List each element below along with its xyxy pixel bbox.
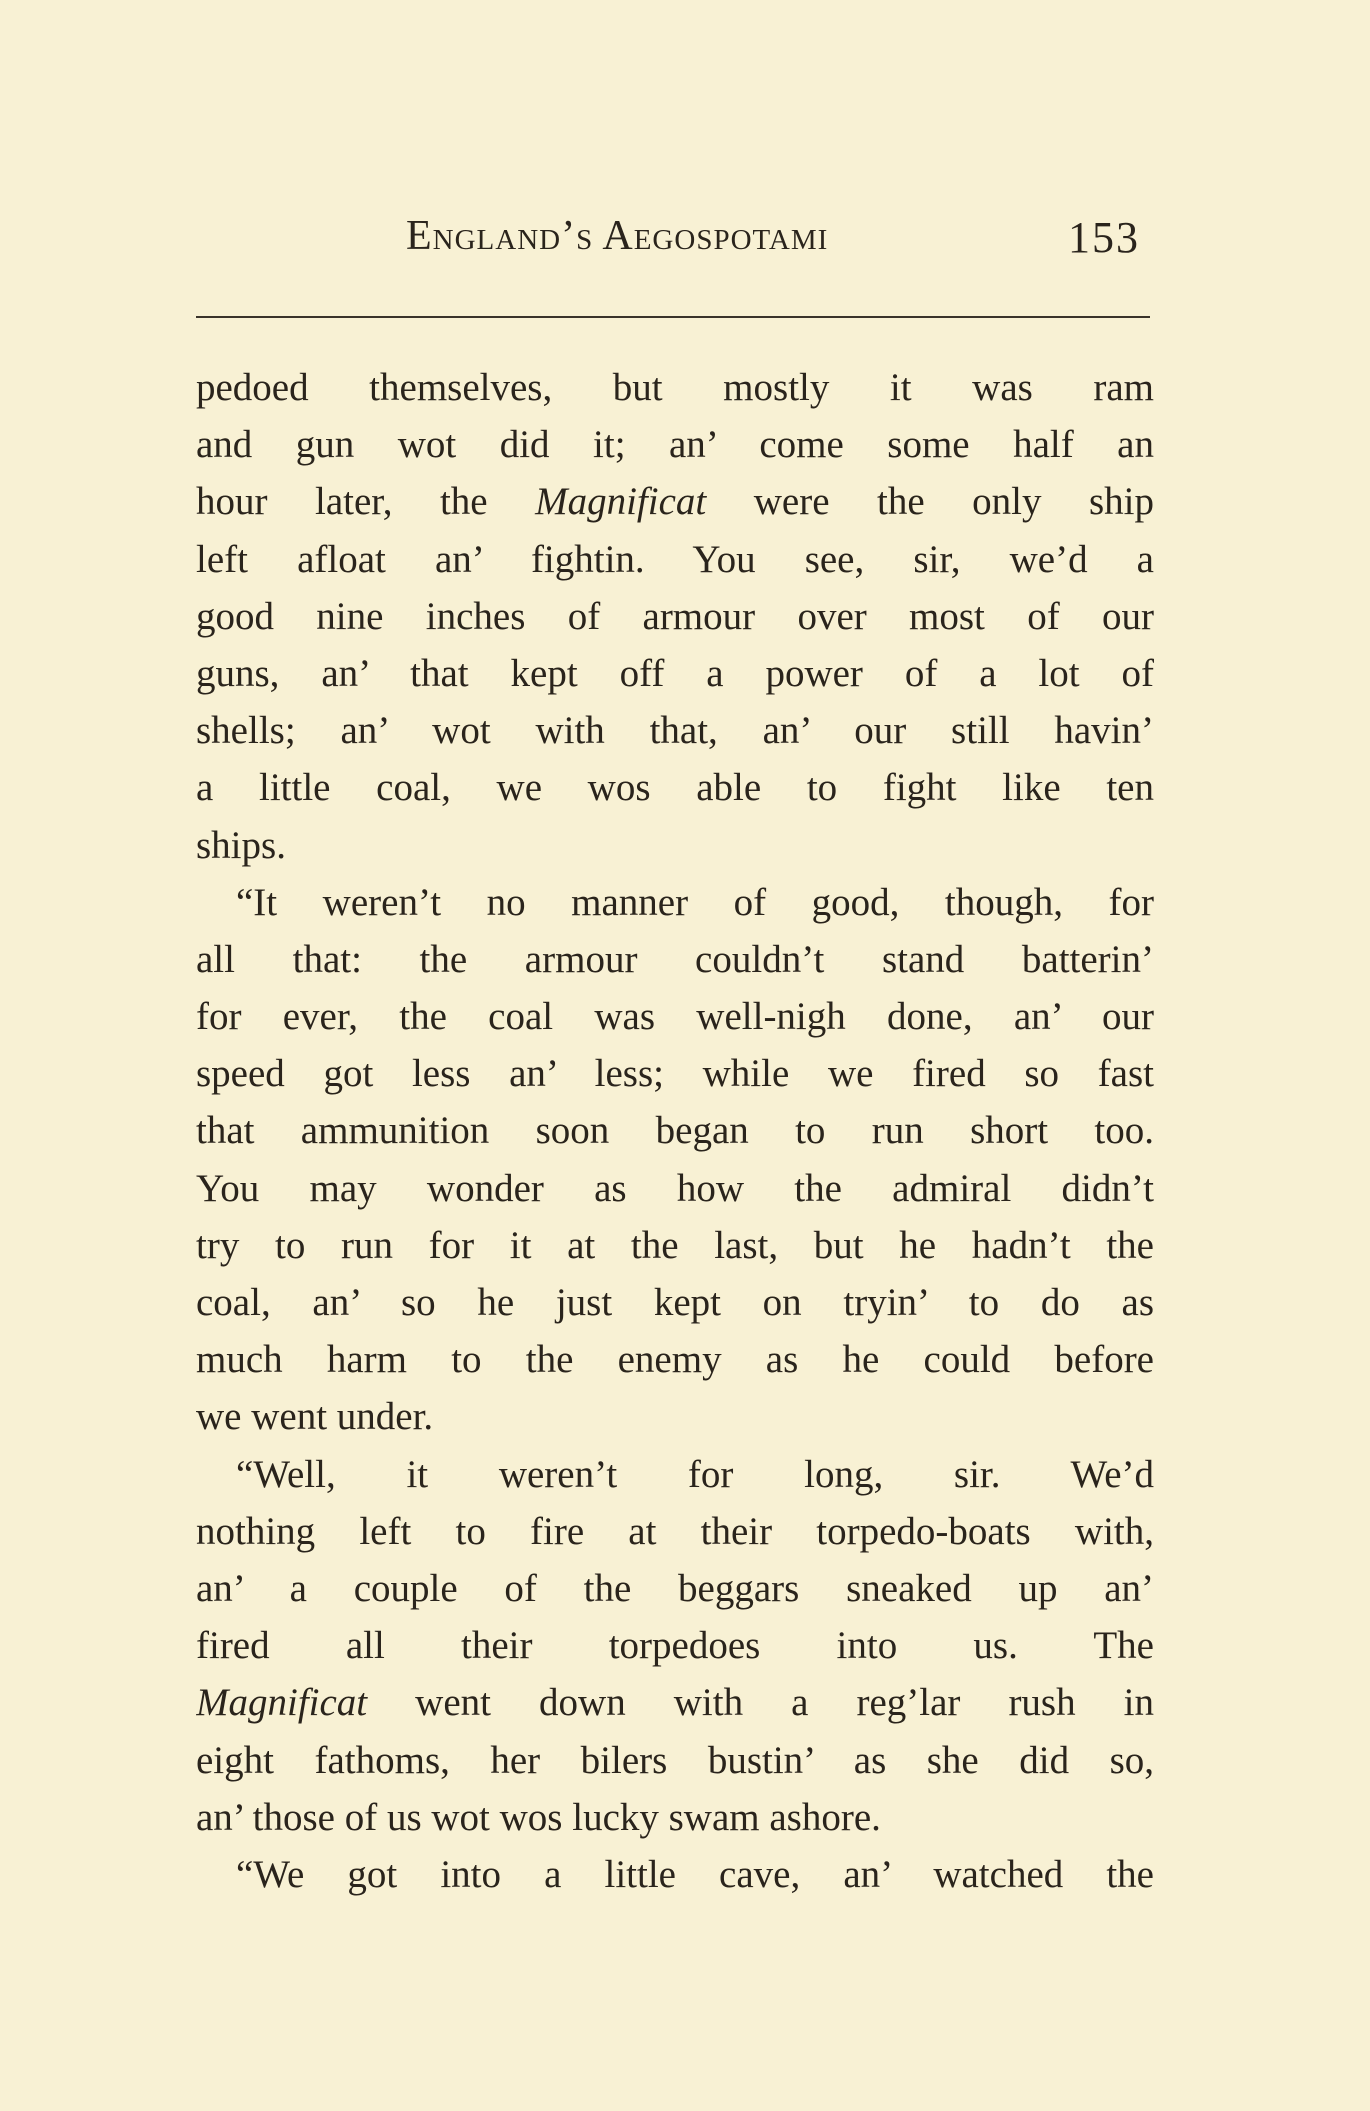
text-line: for ever, the coal was well-nigh done, an’ our [196, 995, 1154, 1039]
text-line: guns, an’ that kept off a power of a lot of [196, 651, 1154, 695]
text-line: nothing left to fire at their torpedo-boats with, [196, 1509, 1154, 1553]
text-line: hour later, the Magnificat were the only ship [196, 480, 1154, 524]
body-text [196, 359, 1154, 1903]
text-line: try to run for it at the last, but he hadn’t the [196, 1223, 1154, 1267]
text-line: good nine inches of armour over most of our [196, 594, 1154, 638]
text-line: left afloat an’ fightin. You see, sir, we’d a [196, 537, 1154, 581]
text-line: eight fathoms, her bilers bustin’ as she did so, [196, 1738, 1154, 1782]
text-line: “It weren’t no manner of good, though, for [236, 880, 1154, 924]
ship-name: Magnificat [196, 1681, 368, 1725]
text-line: coal, an’ so he just kept on tryin’ to do as [196, 1281, 1154, 1324]
text-line: that ammunition soon began to run short too. [196, 1109, 1154, 1153]
text-line: and gun wot did it; an’ come some half an [196, 423, 1154, 467]
text-line: fired all their torpedoes into us. The [196, 1624, 1154, 1668]
text-line: “We got into a little cave, an’ watched the [236, 1852, 1154, 1896]
text-line: ships. [196, 823, 286, 867]
text-line: much harm to the enemy as he could before [196, 1338, 1154, 1382]
text-line: shells; an’ wot with that, an’ our still havin’ [196, 709, 1154, 753]
header-rule [196, 316, 1150, 318]
text-line: an’ a couple of the beggars sneaked up an’ [196, 1566, 1154, 1610]
page-number: 153 [1068, 213, 1140, 262]
text-line: a little coal, we wos able to fight like ten [196, 766, 1154, 810]
text-line: Magnificat went down with a reg’lar rush in [196, 1681, 1154, 1725]
running-title: England’s Aegospotami [406, 213, 829, 259]
text-line: pedoed themselves, but mostly it was ram [196, 366, 1154, 409]
text-line: speed got less an’ less; while we fired so fast [196, 1052, 1154, 1096]
text-line: we went under. [196, 1395, 434, 1439]
text-line: an’ those of us wot wos lucky swam ashore. [196, 1795, 881, 1839]
running-head [196, 212, 1150, 282]
ship-name: Magnificat [535, 480, 707, 524]
text-line: “Well, it weren’t for long, sir. We’d [236, 1452, 1154, 1496]
text-line: You may wonder as how the admiral didn’t [196, 1166, 1154, 1210]
text-line: all that: the armour couldn’t stand batterin’ [196, 937, 1154, 981]
